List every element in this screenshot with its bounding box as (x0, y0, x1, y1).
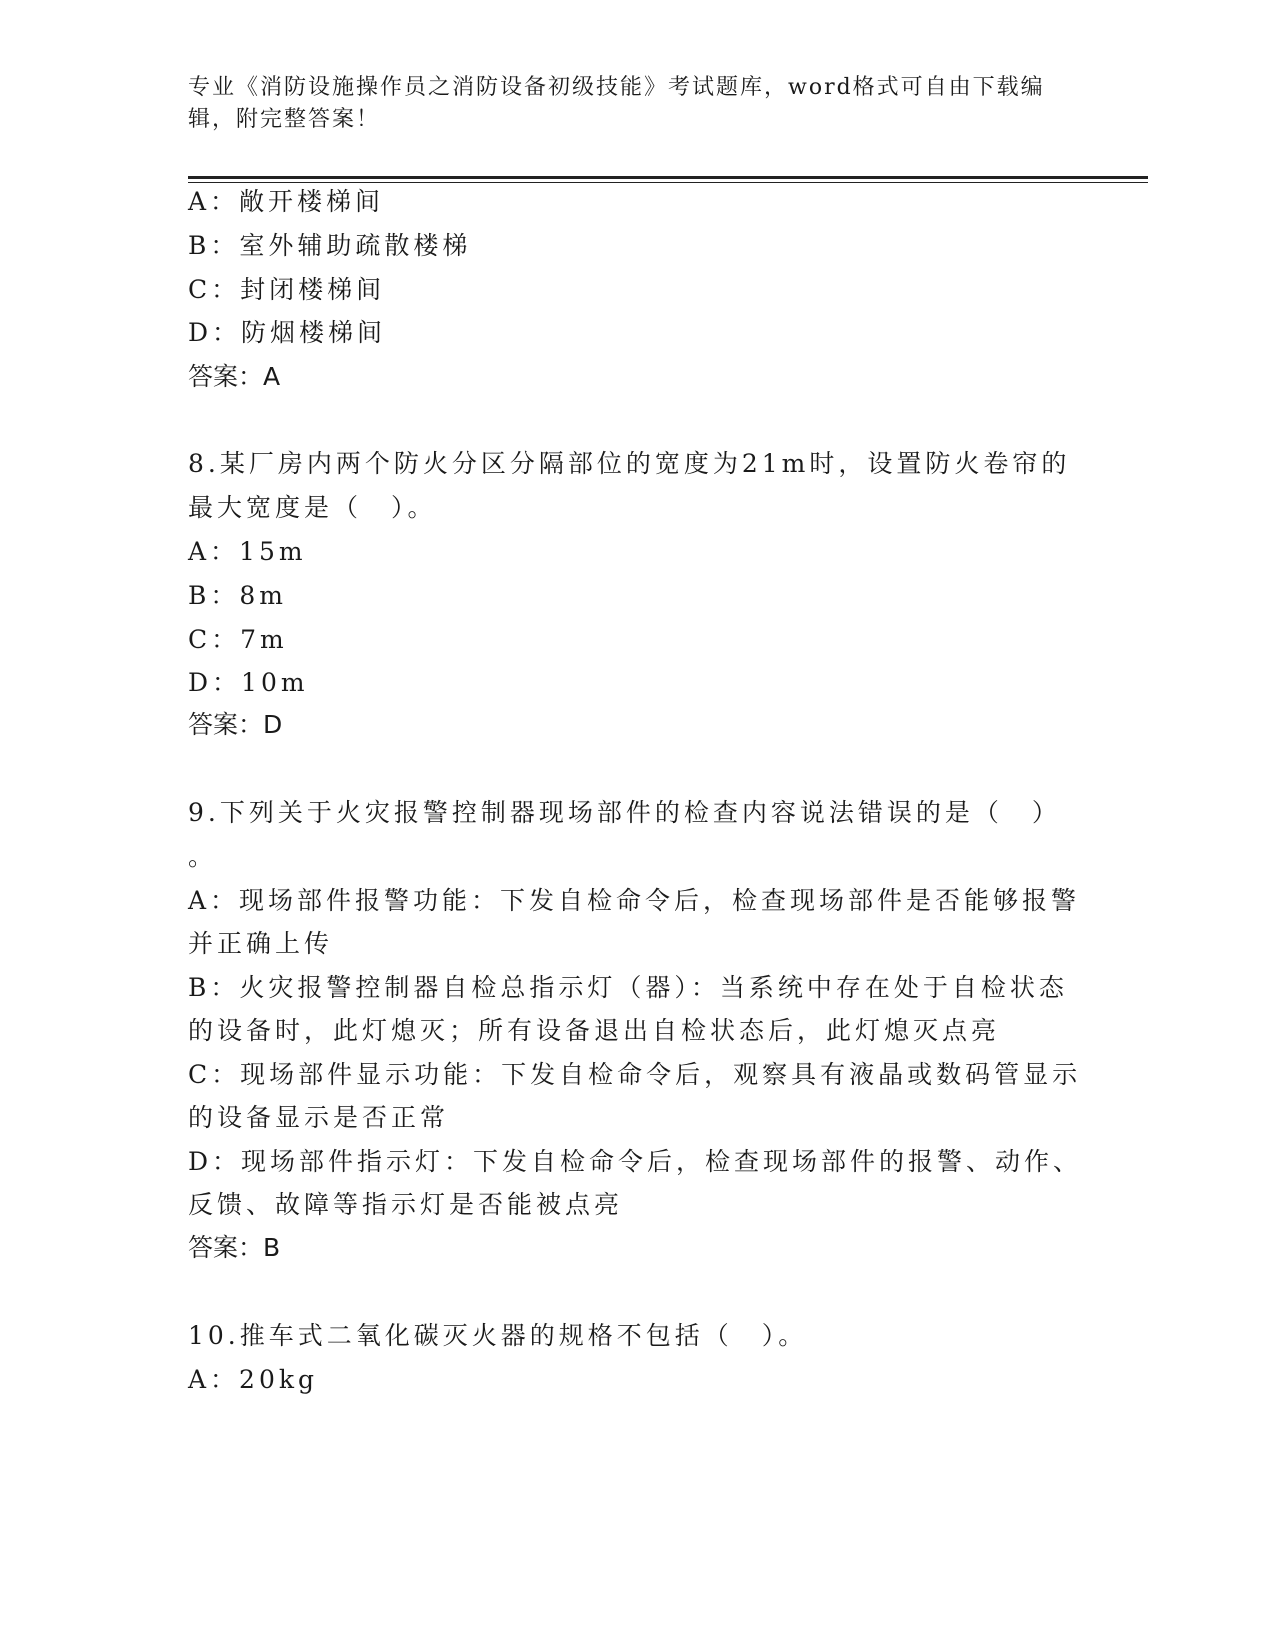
q7-answer-value: A (263, 362, 281, 391)
q10-option-a: A：20kg (188, 1365, 319, 1394)
q8-option-d: D：10m (188, 668, 309, 697)
q9-option-d-line1: D：现场部件指示灯：下发自检命令后，检查现场部件的报警、动作、 (188, 1147, 1083, 1176)
q9-stem-line2: 。 (188, 842, 218, 871)
q9-answer-label: 答案： (188, 1233, 264, 1262)
q7-option-d: D：防烟楼梯间 (188, 318, 387, 347)
q8-answer-label: 答案： (188, 710, 264, 739)
q8-answer-value: D (263, 710, 283, 739)
q9-answer (188, 1232, 280, 1264)
q9-option-c-line1: C：现场部件显示功能：下发自检命令后，观察具有液晶或数码管显示 (188, 1060, 1082, 1089)
q9-option-b-line2: 的设备时，此灯熄灭；所有设备退出自检状态后，此灯熄灭点亮 (188, 1016, 1001, 1045)
q8-stem-line1: 8.某厂房内两个防火分区分隔部位的宽度为21m时，设置防火卷帘的 (188, 449, 1071, 478)
document-header: 专业《消防设施操作员之消防设备初级技能》考试题库，word格式可自由下载编辑，附完整答案！ (188, 75, 1045, 132)
q8-option-a: A：15m (188, 537, 307, 566)
q8-stem-line2: 最大宽度是（ ）。 (188, 493, 437, 522)
q7-option-b: B：室外辅助疏散楼梯 (188, 231, 472, 260)
q9-option-a-line2: 并正确上传 (188, 929, 334, 958)
q8-option-b: B：8m (188, 581, 287, 610)
q7-option-c: C：封闭楼梯间 (188, 275, 386, 304)
q7-answer-label: 答案： (188, 362, 264, 391)
q9-option-c-line2: 的设备显示是否正常 (188, 1103, 450, 1132)
q8-option-c: C：7m (188, 625, 288, 654)
q9-option-b-line1: B：火灾报警控制器自检总指示灯（器）：当系统中存在处于自检状态 (188, 973, 1068, 1002)
q9-option-d-line2: 反馈、故障等指示灯是否能被点亮 (188, 1190, 624, 1219)
q7-option-a: A：敞开楼梯间 (188, 187, 385, 216)
q10-stem-line1: 10.推车式二氧化碳灭火器的规格不包括（ ）。 (188, 1321, 808, 1350)
q8-answer (188, 709, 282, 741)
q9-option-a-line1: A：现场部件报警功能：下发自检命令后，检查现场部件是否能够报警 (188, 886, 1081, 915)
q9-answer-value: B (263, 1233, 281, 1262)
header-rule-thick (188, 176, 1148, 179)
q9-stem-line1: 9.下列关于火灾报警控制器现场部件的检查内容说法错误的是（ ） (188, 798, 1061, 827)
q7-answer (188, 361, 280, 393)
header-rule-thin (188, 182, 1148, 183)
